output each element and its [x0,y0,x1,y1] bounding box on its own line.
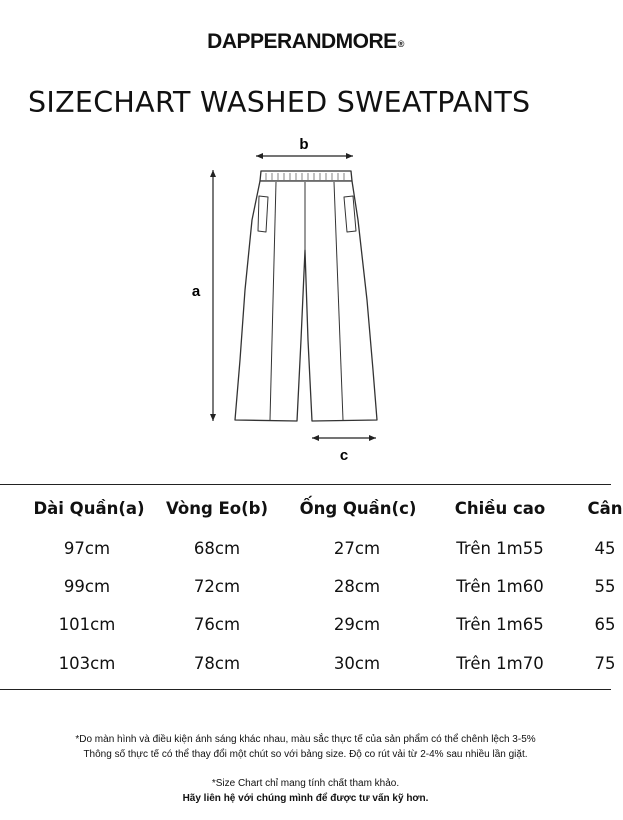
table-cell: 101cm [58,615,116,634]
header-height: Chiều cao [454,499,546,518]
table-cell: 78cm [193,654,241,673]
page-title: SIZECHART WASHED SWEATPANTS [28,86,531,119]
header-waist: Vòng Eo(b) [165,499,269,518]
table-cell: 65 [594,615,616,634]
table-cell: Trên 1m55 [456,539,544,558]
header-length: Dài Quần(a) [33,499,145,518]
table-cell: 30cm [333,654,381,673]
reference-note [0,776,611,806]
registered-mark: ® [397,39,404,49]
table-cell: 75 [594,654,616,673]
table-cell: Trên 1m70 [456,654,544,673]
table-cell: 97cm [63,539,111,558]
note-color-difference: *Do màn hình và điều kiện ánh sáng khác nhau, màu sắc thực tế của sản phẩm có thể chênh lệch 3-5% [75,734,536,745]
dimension-a [192,170,213,421]
table-cell: 103cm [58,654,116,673]
disclaimer-note [0,732,611,762]
dimension-c-label: c [339,447,349,464]
table-cell: 55 [594,577,616,596]
brand-name: DAPPERANDMORE [207,30,397,53]
dimension-b-label: b [299,136,309,153]
dimension-c [312,438,376,464]
table-cell: Trên 1m65 [456,615,544,634]
table-cell: 29cm [333,615,381,634]
table-cell: Trên 1m60 [456,577,544,596]
table-cell: 76cm [193,615,241,634]
table-cell: 45 [594,539,616,558]
table-cell: 28cm [333,577,381,596]
note-reference-only: *Size Chart chỉ mang tính chất tham khảo. [211,778,400,789]
table-cell: 99cm [63,577,111,596]
header-leg-opening: Ống Quần(c) [299,499,417,518]
note-contact-us: Hãy liên hệ với chúng mình để được tư vấn kỹ hơn. [182,793,429,804]
size-table [0,484,623,690]
dimension-a-label: a [191,283,201,300]
table-cell: 68cm [193,539,241,558]
header-weight: Cân [587,499,623,518]
pants-illustration [235,171,377,421]
table-cell: 72cm [193,577,241,596]
table-cell: 27cm [333,539,381,558]
note-shrinkage: Thông số thực tế có thể thay đổi một chút so với bảng size. Độ co rút vải từ 2-4% sau nhiều lần giặt. [83,749,528,760]
dimension-b [256,136,353,156]
